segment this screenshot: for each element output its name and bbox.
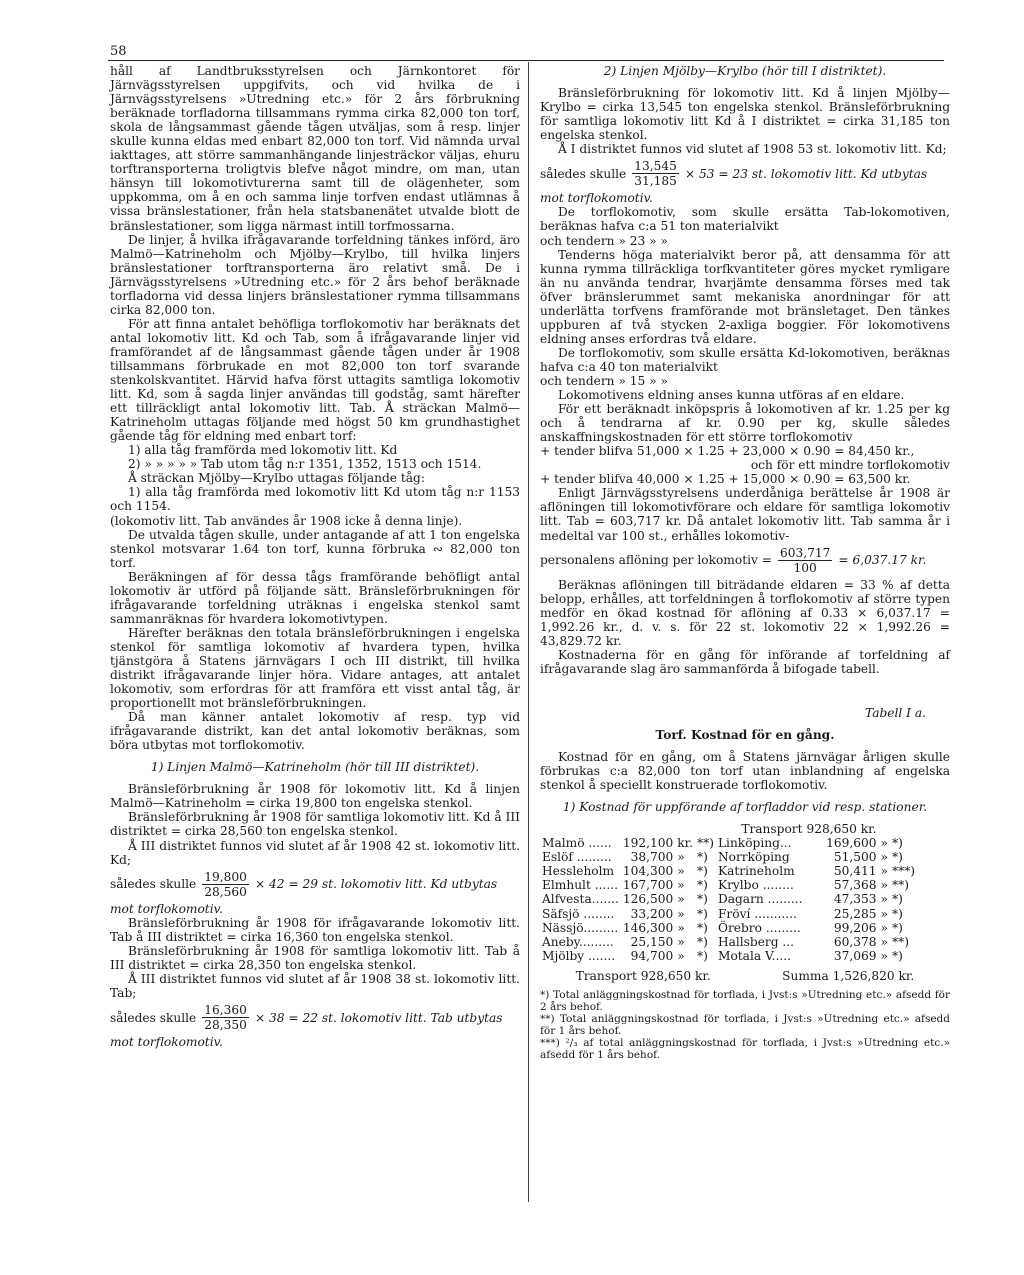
station-amount: 167,700 [622,878,674,893]
station-unit: » [677,906,685,921]
station-note: **) [892,878,909,893]
station-name: Motala V..... [717,948,792,963]
empty-cell [621,822,675,836]
fraction: $\frac{16,360}{28,350}$ [204,1003,247,1033]
station-name: Elmhult ...... [542,878,618,893]
paragraph: De torflokomotiv, som skulle ersätta Kd-lokomotiven, beräknas hafva c:a 40 ton materialvikt [540,345,950,374]
paragraph: De utvalda tågen skulle, under antagande af att 1 ton engelska stenkol motsvarar 1.64 ton torf, kunna förbruka ∾ 82,000 ton torf. [110,527,520,570]
station-name: Mjölby ....... [542,948,616,963]
paragraph: + tender blifva 51,000 × 1.25 + 23,000 × 0.90 = 84,450 kr., [540,444,915,459]
paragraph: Då man känner antalet lokomotiv af resp. typ vid ifrågavarande distrikt, kan det antal lokomotiv beräknas, som böra utbytas mot torflokomotiv. [110,710,520,753]
station-unit: » [880,836,888,851]
empty-cell [879,822,890,836]
table-title: Torf. Kostnad för en gång. [655,728,835,743]
empty-cell [675,822,695,836]
transport-value: 928,650 kr. [806,822,877,837]
station-unit: kr. [677,836,694,851]
station-unit: » [880,892,888,907]
table-row [540,836,917,850]
paragraph: Härefter beräknas den totala bränsleförbrukningen i engelska stenkol för samtliga lokomotiv af hvardera typen, hvilka tjänstgöra å Statens järnvägars I och III distrikt, till hvilka distrikt ifrågavarande linjer höra. Vidare antages, att antalet lokomotiv, som erfordras för att framföra ett visst antal tåg, är proportionellt mot bränsleförbrukningen. [110,625,520,711]
paragraph: Bränsleförbrukning år 1908 för ifrågavarande lokomotiv litt. Tab å III distriktet = cirka 16,360 ton engelska stenkol. [110,915,520,944]
empty-cell [695,822,716,836]
footnote: *) Total anläggningskostnad för torflada, i Jvst:s »Utredning etc.» afsedd för 2 års behof. [540,988,950,1013]
station-amount: 57,368 [833,878,877,893]
paragraph: Enligt Järnvägsstyrelsens underdåniga berättelse år 1908 är aflöningen till lokomotivförare och eldare för samtliga lokomotiv litt. Tab = 603,717 kr. Då antalet lokomotiv litt. Tab samma år i medeltal var 100 st., erhålles lokomotiv- [540,486,950,543]
section-heading: 1) Linjen Malmö—Katrineholm (hör till III distriktet). [150,760,480,775]
formula-tail: mot torflokomotiv. [110,901,223,916]
station-name: Eslöf ......... [542,850,612,865]
station-unit: » [880,864,888,879]
station-amount: 126,500 [622,892,674,907]
station-note: *) [697,864,708,879]
list-item: (lokomotiv litt. Tab användes år 1908 icke å denna linje). [110,513,463,528]
station-note: *) [697,892,708,907]
fraction: $\frac{603,717}{100}$ [779,545,831,575]
formula: personalens aflöning per lokomotiv = $\frac{603,717}{100}$ = 6,037.17 kr. [540,545,927,575]
station-amount: 51,500 [833,850,877,865]
empty-cell [890,822,917,836]
paragraph: För att finna antalet behöfliga torflokomotiv har beräknats det antal lokomotiv litt. Kd och Tab, som å ifrågavarande linjer vid framförandet af de långsammast gående tågen under år 1908 tillsammans förbrukade en mot 82,000 ton torf svarande stenkolskvantitet. Härvid hafva först uttagits samtliga lokomotiv litt. Kd, som å sagda linjer användas till godståg, samt härefter ett tillräckligt antal lokomotiv litt. Tab. Å sträckan Malmö—Katrineholm uttagas följande med högst 50 km grundhastighet gående tåg för eldning med enbart torf: [110,316,520,444]
list-item: 1) alla tåg framförda med lokomotiv litt Kd utom tåg n:r 1153 och 1154. [110,485,520,514]
station-amount: 37,069 [833,948,877,963]
station-name: Hessleholm [542,864,615,879]
station-name: Nässjö......... [542,920,619,935]
right-column [540,64,950,1061]
footnote: ***) ²/₃ af total anläggningskostnad för torflada, i Jvst:s »Utredning etc.» afsedd för 1 års behof. [540,1036,950,1061]
footnote: **) Total anläggningskostnad för torflada, i Jvst:s »Utredning etc.» afsedd för 1 års behof. [540,1012,950,1037]
paragraph: Beräknas aflöningen till biträdande eldaren = 33 % af detta belopp, erhålles, att torfeldningen å torflokomotiv af större typen medför en ökad kostnad för aflöning af 0.33 × 6,037.17 = 1,992.26 kr., d. v. s. för 22 st. lokomotiv 22 × 1,992.26 = 43,829.72 kr. [540,577,950,648]
section-heading: 2) Linjen Mjölby—Krylbo (hör till I distriktet). [603,64,887,78]
top-rule [108,60,944,61]
station-unit: » [880,906,888,921]
station-name: Malmö ...... [542,836,612,851]
formula: således skulle $\frac{19,800}{28,560}$ × 42 = 29 st. lokomotiv litt. Kd utbytas [110,869,498,899]
paragraph: För ett beräknadt inköpspris å lokomotiven af kr. 1.25 per kg och å tendrarna af kr. 0.90 per kg, skulle således anskaffningskostnaden för ett större torflokomotiv [540,402,950,445]
paragraph: håll af Landtbruksstyrelsen och Järnkontoret för Järnvägsstyrelsen uppgifvits, och vid hvilka de i Järnvägsstyrelsens »Utredning etc.» för 2 års förbrukning beräknade torfladorna tillsammans rymma cirka 82,000 ton torf, skola de långsammast gående tågen utväljas, som å resp. linjer skulle kunna eldas med enbart 82,000 ton torf. Vid nämnda urval iakttages, att större sammanhängande linjesträckor väljas, ehuru torftransporterna troligtvis blefve något mindre, om man, utan hänsyn till lokomotivturerna samt till de olägenheter, som uppkomma, om å en och samma linje torfven endast utlämnas å vissa bränslestationer, från hela statsbanenätet utvalde blott de bränslestationer, som ligga närmast intill torfmossarna. [110,64,520,233]
station-unit: » [880,934,888,949]
station-amount: 169,600 [826,836,877,851]
station-amount: 94,700 [630,948,674,963]
station-name: Krylbo ........ [717,878,794,893]
station-amount: 25,150 [630,934,674,949]
station-note: *) [892,836,903,851]
station-unit: » [677,850,685,865]
station-note: *) [697,878,708,893]
fraction: $\frac{19,800}{28,560}$ [204,869,247,899]
table-row [540,864,917,878]
station-amount: 104,300 [622,864,674,879]
summa-total: Summa 1,526,820 kr. [782,968,915,983]
column-divider [528,62,529,1202]
station-amount: 146,300 [622,920,674,935]
station-amount: 38,700 [630,850,674,865]
formula: således skulle $\frac{16,360}{28,350}$ × 38 = 22 st. lokomotiv litt. Tab utbytas [110,1003,503,1033]
station-note: **) [697,836,714,851]
paragraph: Kostnaderna för en gång för införande af torfeldning af ifrågavarande slag äro sammanförda å bifogade tabell. [540,647,950,676]
paragraph: Lokomotivens eldning anses kunna utföras af en eldare. [558,388,905,403]
station-note: ***) [892,864,916,879]
station-unit: » [677,892,685,907]
station-note: *) [697,850,708,865]
paragraph: och för ett mindre torflokomotiv [750,458,950,473]
paragraph: Bränsleförbrukning år 1908 för samtliga lokomotiv litt. Kd å III distriktet = cirka 28,560 ton engelska stenkol. [110,810,520,839]
table-row [540,935,917,949]
list-item: 2) » » » » » Tab utom tåg n:r 1351, 1352, 1513 och 1514. [128,457,482,472]
station-name: Alfvesta....... [542,892,619,907]
paragraph: Å III distriktet funnos vid slutet af år 1908 42 st. lokomotiv litt. Kd; [110,838,520,867]
list-item: 1) alla tåg framförda med lokomotiv litt. Kd [128,443,398,458]
cost-table [540,822,917,962]
paragraph: Kostnad för en gång, om å Statens järnvägar årligen skulle förbrukas c:a 82,000 ton torf utan inblandning af engelska stenkol å speciellt konstruerade torflokomotiv. [540,750,950,793]
station-note: *) [892,892,903,907]
station-amount: 99,206 [833,920,877,935]
formula-tail: mot torflokomotiv. [540,191,653,206]
station-unit: » [880,850,888,865]
station-unit: » [880,920,888,935]
table-label: Tabell I a. [865,705,926,720]
station-note: *) [697,906,708,921]
table-row [540,850,917,864]
paragraph: och tendern » 23 » » [540,233,668,248]
station-note: *) [892,948,903,963]
list-item: Å sträckan Mjölby—Krylbo uttagas följande tåg: [128,471,425,486]
station-name: Fröví ........... [717,906,797,921]
station-amount: 25,285 [833,906,877,921]
station-name: Säfsjö ........ [542,906,615,921]
paragraph: De linjer, å hvilka ifrågavarande torfeldning tänkes införd, äro Malmö—Katrineholm och Mjölby—Krylbo, till hvilka linjers bränslestationer torftransporterna äro relativt små. De i Järnvägsstyrelsens »Utredning etc.» för 2 års behof beräknade torfladorna vid dessa linjers bränslestationer rymma tillsammans cirka 82,000 ton. [110,232,520,317]
table-row [540,907,917,921]
formula: således skulle $\frac{13,545}{31,185}$ × 53 = 23 st. lokomotiv litt. Kd utbytas [540,159,928,189]
station-amount: 47,353 [833,892,877,907]
station-unit: » [677,948,685,963]
station-unit: » [880,878,888,893]
station-note: *) [697,920,708,935]
station-amount: 50,411 [833,864,877,879]
paragraph: + tender blifva 40,000 × 1.25 + 15,000 × 0.90 = 63,500 kr. [540,472,911,487]
table-row [540,949,917,963]
empty-cell [540,822,621,836]
station-amount: 33,200 [630,906,674,921]
table-row [540,921,917,935]
station-note: *) [892,850,903,865]
station-unit: » [677,864,685,879]
paragraph: De torflokomotiv, som skulle ersätta Tab-lokomotiven, beräknas hafva c:a 51 ton materialvikt [540,205,950,234]
station-note: *) [697,934,708,949]
paragraph: och tendern » 15 » » [540,373,668,388]
left-column [110,64,520,1049]
formula-tail: mot torflokomotiv. [110,1035,223,1050]
station-name: Linköping... [717,836,792,851]
station-name: Hallsberg ... [717,934,795,949]
station-unit: » [677,920,685,935]
station-unit: » [677,878,685,893]
table-row [540,878,917,892]
station-name: Örebro ......... [717,920,801,935]
paragraph: Bränsleförbrukning år 1908 för samtliga lokomotiv litt. Tab å III distriktet = cirka 28,350 ton engelska stenkol. [110,943,520,972]
table-row [540,822,917,836]
paragraph: Bränsleförbrukning för lokomotiv litt. Kd å linjen Mjölby—Krylbo = cirka 13,545 ton engelska stenkol. Bränsleförbrukning för samtliga lokomotiv litt Kd å I distriktet = cirka 31,185 ton engelska stenkol. [540,86,950,143]
transport-label: Transport [741,822,803,837]
station-name: Dagarn ......... [717,892,803,907]
paragraph: Tenderns höga materialvikt beror på, att densamma för att kunna rymma tillräckliga torfkvantiteter göres mycket rymligare än nu använda tendrar, hvarjämte densamma förses med tak öfver bränslerummet samt mekaniska anordningar för att underlätta torfvens framförande mot bränsletaget. Den tänkes uppburen af två stycken 2-axliga boggier. För lokomotivens eldning anses erfordras två eldare. [540,247,950,346]
station-unit: » [880,948,888,963]
station-note: *) [697,948,708,963]
station-note: **) [892,934,909,949]
table-row [540,892,917,906]
station-name: Norrköping [717,850,790,865]
transport-total: Transport 928,650 kr. [575,968,711,983]
station-amount: 192,100 [622,836,674,851]
station-unit: » [677,934,685,949]
table-heading: 1) Kostnad för uppförande af torfladdor vid resp. stationer. [562,800,928,815]
station-note: *) [892,920,903,935]
station-amount: 60,378 [833,934,877,949]
paragraph: Å I distriktet funnos vid slutet af 1908 53 st. lokomotiv litt. Kd; [558,142,947,157]
paragraph: Bränsleförbrukning år 1908 för lokomotiv litt. Kd å linjen Malmö—Katrineholm = cirka 19,800 ton engelska stenkol. [110,782,520,811]
paragraph: Beräkningen af för dessa tågs framförande behöfligt antal lokomotiv är utförd på följande sätt. Bränsleförbrukningen för ifrågavarande torfeldning uträknas i engelska stenkol samt sammanräknas för hvardera lokomotivtypen. [110,569,520,626]
station-name: Aneby......... [542,934,614,949]
fraction: $\frac{13,545}{31,185}$ [634,159,677,189]
station-name: Katrineholm [717,864,795,879]
page-number: 58 [110,44,127,59]
station-note: *) [892,906,903,921]
paragraph: Å III distriktet funnos vid slutet af år 1908 38 st. lokomotiv litt. Tab; [110,971,520,1000]
